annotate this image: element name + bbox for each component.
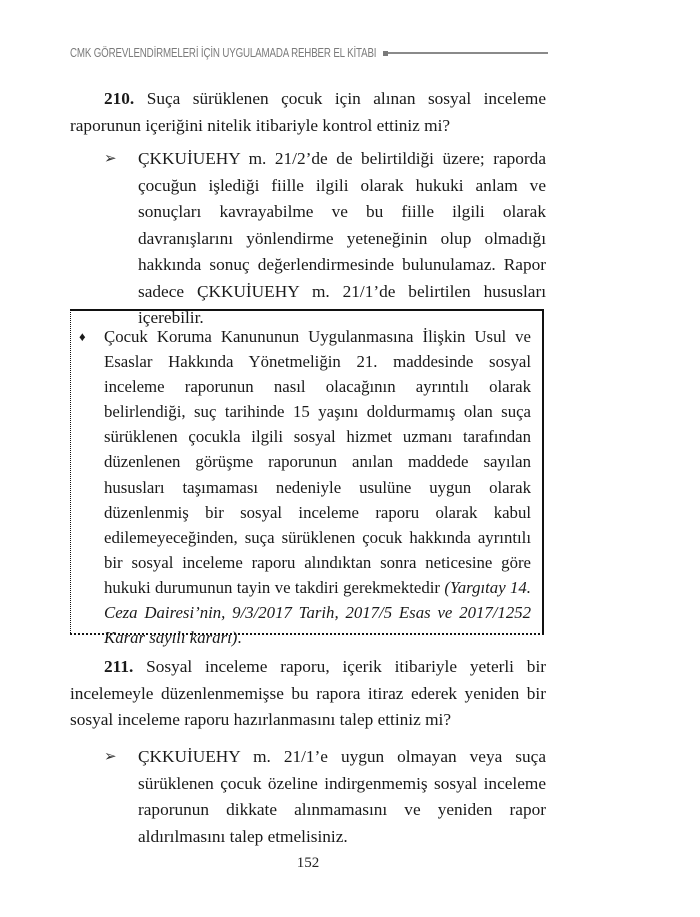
note-citation-end: .	[237, 628, 242, 648]
question-text: Suça sürüklenen çocuk için alınan sosyal inceleme raporunun içeriğini nitelik itibariyle kontrol ettiniz mi?	[70, 89, 546, 135]
question-text: Sosyal inceleme raporu, içerik itibariyle yeterli bir incelemeyle düzenlenmemişse bu rapora itiraz ederek yeniden bir sosyal inceleme raporu hazırlanmasını talep ettiniz mi?	[70, 657, 546, 729]
question-number: 210.	[104, 89, 135, 108]
diamond-icon: ♦	[79, 329, 86, 344]
question-210	[70, 86, 546, 139]
answer-text: ÇKKUİUEHY m. 21/1’e uygun olmayan veya suça sürüklenen çocuk özeline indirgenmemiş sosyal inceleme raporunun dikkate alınmamasını ve yeniden rapor aldırılmasını talep etmelisiniz.	[138, 747, 546, 846]
question-number: 211.	[104, 657, 134, 676]
answer-211	[104, 744, 546, 850]
case-law-note-box	[70, 309, 544, 648]
answer-210	[104, 146, 546, 332]
answer-text: ÇKKUİUEHY m. 21/2’de de belirtildiği üzere; raporda çocuğun işlediği fiille ilgili olarak hukuki anlam ve sonuçları kavrayabilme ve bu fiille ilgili olarak davranışlarını yönlendirme yeteneğinin olup olmadığı hakkında sonuç değerlendirmesinde bulunulamaz. Rapor sadece ÇKKUİUEHY m. 21/1’de belirtilen hususları içerebilir.	[138, 149, 546, 327]
running-header	[70, 44, 548, 62]
note-body: Çocuk Koruma Kanununun Uygulanmasına İlişkin Usul ve Esaslar Hakkında Yönetmeliğin 21. maddesinde sosyal inceleme raporunun nasıl olacağının ayrıntılı olarak belirlendiği, suç tarihinde 15 yaşını doldurmamış olan suça sürüklenen çocukla ilgili sosyal hizmet uzmanı tarafından düzenlenen görüşme raporunun anılan maddede sayılan hususları taşımaması nedeniyle usulüne uygun olarak düzenlenmiş bir sosyal inceleme raporu olarak kabul edilemeyeceğinden, suça sürüklenen çocuk hakkında ayrıntılı bir sosyal inceleme raporu alındıktan sonra neticesine göre hukuki durumunun tayin ve takdiri gerekmektedir	[104, 327, 531, 597]
arrow-right-icon: ➢	[104, 749, 117, 765]
question-211	[70, 654, 546, 734]
note-text	[104, 324, 531, 650]
running-header-title: CMK GÖREVLENDİRMELERİ İÇİN UYGULAMADA REHBER EL KİTABI	[70, 46, 377, 60]
note-citation: (Yargıtay 14. Ceza Dairesi’nin, 9/3/2017 Tarih, 2017/5 Esas ve 2017/1252 Karar sayılı kararı)	[104, 577, 531, 648]
header-rule	[388, 52, 548, 53]
arrow-right-icon: ➢	[104, 151, 117, 167]
page-number: 152	[296, 855, 320, 871]
